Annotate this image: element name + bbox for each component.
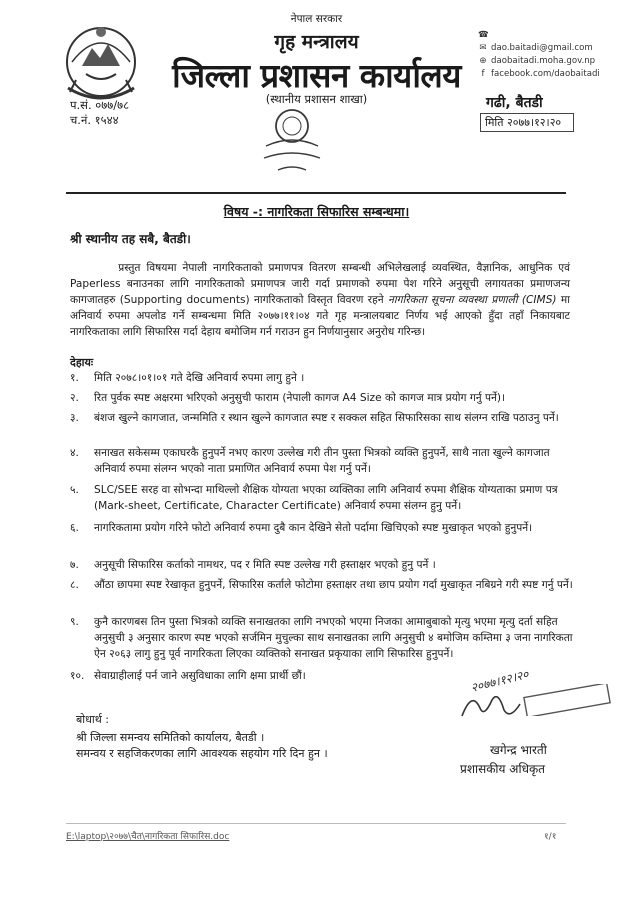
signatory-title: प्रशासकीय अधिकृत [460, 762, 546, 776]
contact-facebook[interactable]: f facebook.com/daobaitadi [478, 69, 600, 79]
page-number: १/१ [544, 832, 557, 842]
cc-line: समन्वय र सहजिकरणका लागि आवश्यक सहयोग गरि दिन हुन । [76, 747, 328, 760]
branch-name: (स्थानीय प्रशासन शाखा) [265, 92, 368, 106]
list-heading: देहायः [70, 356, 94, 369]
facebook-icon: f [481, 69, 485, 79]
header-divider [66, 192, 566, 194]
list-item: ५. SLC/SEE सरह वा सोभन्दा माथिल्लो शैक्षिक योग्यता भएका व्यक्तिका लागि अनिवार्य रुपमा शैक्षिक योग्यताका प्रमाण पत्र (Mark-sheet, Certificate, Character Certificate) अनिवार्य रुपमा संलग्न हुनु पर्ने। [70, 484, 558, 512]
cc-label: बोधार्थ : [76, 713, 109, 726]
contact-website[interactable]: ⊕ daobaitadi.moha.gov.np [479, 56, 596, 66]
contact-email[interactable]: ✉ dao.baitadi@gmail.com [479, 43, 593, 53]
list-item: ४. सनाखत सकेसम्म एकाघरकै हुनुपर्ने नभए कारण उल्लेख गरी तीन पुस्ता भित्रको व्यक्ति हुनुपर्ने, साथै नाता खुल्ने कागजात अनिवार्य रुपमा संलग्न भएको नाता प्रमाणित अनिवार्य रुपमा पेश गर्नु पर्ने। [70, 447, 550, 475]
reference-number: प.सं. ०७७/७८ [70, 98, 130, 112]
signature-date: २०७७।१२।२० [469, 667, 530, 695]
cc-line: श्री जिल्ला समन्वय समितिको कार्यालय, बैतडी । [76, 731, 265, 744]
list-item: ९. कुनै कारणबस तिन पुस्ता भित्रको व्यक्ति सनाखतका लागि नभएको भएमा निजका आमाबुबाको मृत्यु भएमा मृत्यु दर्ता सहित अनुसुची ३ अनुसार कारण स्पष्ट भएको सर्जमिन मुचुल्का साथ सनाखतका लागि अनुसुची ४ बमोजिम कम्तिमा ३ जना नागरिकता ऐन २०६३ लागु हुनु पूर्व नागरिकता लिएका व्यक्तिको सनाखत प्रकृयाका लागि सिफारिस हुनुपर्ने। [70, 616, 573, 660]
office-name: जिल्ला प्रशासन कार्यालय [172, 56, 461, 95]
contact-phone [478, 30, 491, 40]
dispatch-number: च.नं. १५४४ [70, 113, 119, 127]
government-name: नेपाल सरकार [290, 13, 343, 25]
list-item: ३. बंशज खुल्ने कागजात, जन्ममिति र स्थान खुल्ने कागजात स्पष्ट र सक्कल सहित सिफारिसका साथ संलग्न राखि पठाउनु पर्ने। [70, 412, 559, 424]
list-item: २. रित पुर्वक स्पष्ट अक्षरमा भरिएको अनुसुची फाराम (नेपाली कागज A4 Size को कागज मात्र प्रयोग गर्नु पर्ने)। [70, 392, 506, 404]
list-item: १०. सेवाग्राहीलाई पर्न जाने असुविधाका लागि क्षमा प्रार्थी छौं। [70, 670, 306, 682]
signatory-name: खगेन्द्र भारती [490, 743, 547, 757]
phone-icon: ☎ [478, 30, 489, 40]
letter-subject: विषय -: नागरिकता सिफारिस सम्बन्धमा। [223, 204, 410, 219]
email-icon: ✉ [479, 43, 487, 53]
letter-recipient: श्री स्थानीय तह सबै, बैतडी। [70, 232, 191, 246]
list-item: ७. अनुसूची सिफारिस कर्ताको नामथर, पद र मिति स्पष्ट उल्लेख गरी हस्ताक्षर भएको हुनु पर्ने । [70, 559, 436, 571]
body-paragraph: प्रस्तुत विषयमा नेपाली नागरिकताको प्रमाणपत्र वितरण सम्बन्धी अभिलेखलाई व्यवस्थित, वैज्ञानिक, आधुनिक एवं Paperless बनाउनका लागि नागरिकताको प्रमाणपत्र जारी गर्दा प्रमाणको रुपमा पेश गरिने अनुसूची लगायतका प्रमाणजन्य कागजातहरु (Supporting documents) नागरिकताको विस्तृत विवरण रहने नागरिकता सूचना व्यवस्था प्रणाली (CIMS) मा अनिवार्य रुपमा अपलोड गर्ने सम्बन्धमा मिति २०७७।११।०४ गते गृह मन्त्रालयबाट निर्णय भई आएको हुँदा तहाँ निकायबाट नागरिकताका लागि सिफारिस गर्दा देहाय बमोजिम गर्न गराउन हुन निर्णयानुसार अनुरोध गरिन्छ। [70, 262, 570, 338]
file-path: E:\laptop\२०७७\चैत\नागरिकता सिफारिस.doc [66, 832, 230, 842]
footer-divider [66, 823, 566, 824]
globe-icon: ⊕ [479, 56, 487, 66]
list-item: १. मिति २०७८।०१।०१ गते देखि अनिवार्य रुपमा लागु हुने । [70, 372, 305, 384]
list-item: ८. औंठा छापमा स्पष्ट रेखाकृत हुनुपर्ने, सिफारिस कर्ताले फोटोमा हस्ताक्षर तथा छाप प्रयोग गर्दा मुखाकृत नबिग्रने गरी स्पष्ट गर्नु पर्ने। [70, 579, 573, 591]
office-location: गढी, बैतडी [486, 95, 543, 111]
office-seal-stamp [256, 104, 328, 179]
cims-reference: नागरिकता सूचना व्यवस्था प्रणाली (CIMS) [388, 294, 557, 306]
ministry-name: गृह मन्त्रालय [274, 31, 359, 53]
letter-date: मिति २०७७।१२।२० [480, 113, 574, 132]
list-item: ६. नागरिकतामा प्रयोग गरिने फोटो अनिवार्य रुपमा दुबै कान देखिने सेतो पर्दामा खिचिएको स्पष्ट मुखाकृत भएको हुनुपर्ने। [70, 522, 533, 534]
officer-stamp [522, 684, 614, 716]
